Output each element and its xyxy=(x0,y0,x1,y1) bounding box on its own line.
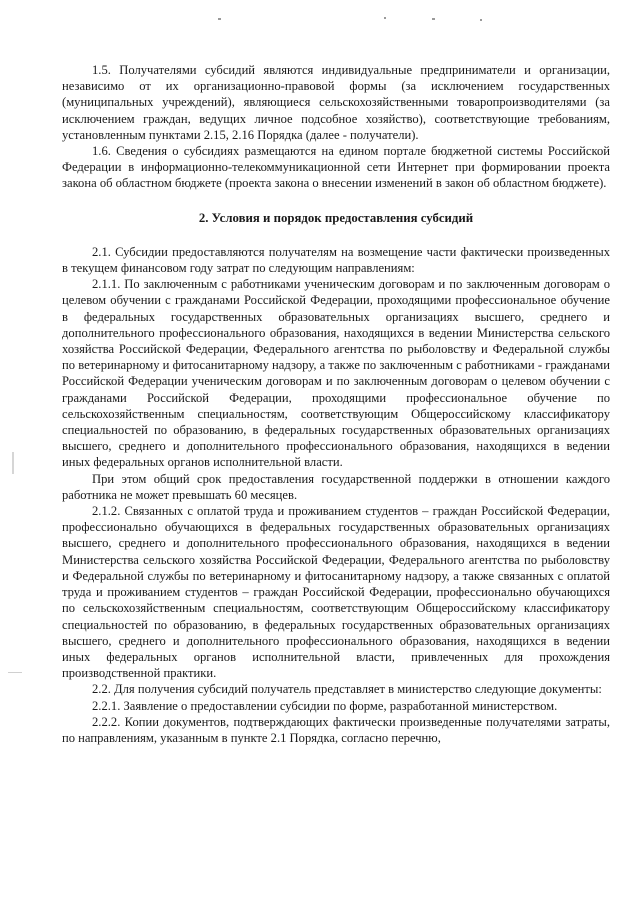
scan-artifact xyxy=(432,18,435,20)
paragraph-2-2-1: 2.2.1. Заявление о предоставлении субсидии по форме, разработанной министерством. xyxy=(92,698,558,713)
paragraph-1-6: 1.6. Сведения о субсидиях размещаются на едином портале бюджетной системы Российской Федерации в информационно-телекоммуникационной сети Интернет при формировании проекта закона об областном бюджете (проекта закона о внесении изменений в закон об областном бюджете). xyxy=(62,144,610,191)
paragraph-2-2: 2.2. Для получения субсидий получатель представляет в министерство следующие документы: xyxy=(92,682,602,697)
paragraph-1-5: 1.5. Получателями субсидий являются индивидуальные предприниматели и организации, независимо от их организационно-правовой формы (за исключением государственных (муниципальных учреждений), являющиеся сельскохозяйственными товаропроизводителями (за исключением граждан, ведущих личное подсобное хозяйство), соответствующие требованиям, установленным пунктами 2.15, 2.16 Порядка (далее - получатели). xyxy=(62,63,610,142)
scan-artifact xyxy=(218,18,221,20)
scan-artifact xyxy=(384,17,386,19)
paragraph-2-1: 2.1. Субсидии предоставляются получателям на возмещение части фактически произведенных в текущем финансовом году затрат по следующим направлениям: xyxy=(62,244,610,276)
section-heading: 2. Условия и порядок предоставления субсидий xyxy=(198,210,474,225)
document-body xyxy=(62,62,610,746)
scan-artifact xyxy=(480,19,482,21)
paragraph-2-1-1: 2.1.1. По заключенным с работниками ученическим договорам и по заключенным договорам о целевом обучении с гражданами Российской Федерации, проходящими профессиональное обучение в федеральных государственных образовательных организациях высшего, среднего и дополнительного профессионального образования, находящихся в ведении Министерства сельского хозяйства Российской Федерации, Федерального агентства по рыболовству и Федеральной службы по ветеринарному и фитосанитарному надзору, а также по заключенным с работниками - гражданами Российской Федерации ученическим договорам и по заключенным договорам о целевом обучении с гражданами Российской Федерации, проходящими профессиональное обучение по сельскохозяйственным специальностям, соответствующим Общероссийскому классификатору специальностей по образованию, в федеральных государственных образовательных организациях высшего, среднего и дополнительного профессионального образования, находящихся в ведении иных федеральных органов исполнительной власти. xyxy=(62,277,610,470)
paragraph-2-1-2: 2.1.2. Связанных с оплатой труда и проживанием студентов – граждан Российской Федерации, профессионально обучающихся в федеральных государственных образовательных организациях высшего, среднего и дополнительного профессионального образования, находящихся в ведении Министерства сельского хозяйства Российской Федерации, Федерального агентства по рыболовству и Федеральной службы по ветеринарному и фитосанитарному надзору, а также связанных с оплатой труда и проживанием студентов – граждан Российской Федерации, профессионально обучающихся по сельскохозяйственным специальностям, соответствующим Общероссийскому классификатору специальностей по образованию, в федеральных государственных образовательных организациях высшего, среднего и дополнительного профессионального образования, находящихся в ведении иных федеральных органов исполнительной власти, привлеченных для прохождения производственной практики. xyxy=(62,504,610,681)
paragraph-2-2-2: 2.2.2. Копии документов, подтверждающих фактически произведенные получателями затраты, по направлениям, указанным в пункте 2.1 Порядка, согласно перечню, xyxy=(62,714,610,745)
scan-artifact xyxy=(8,672,22,673)
scan-artifact xyxy=(12,452,14,474)
paragraph-support-term: При этом общий срок предоставления государственной поддержки в отношении каждого работника не может превышать 60 месяцев. xyxy=(62,471,610,502)
